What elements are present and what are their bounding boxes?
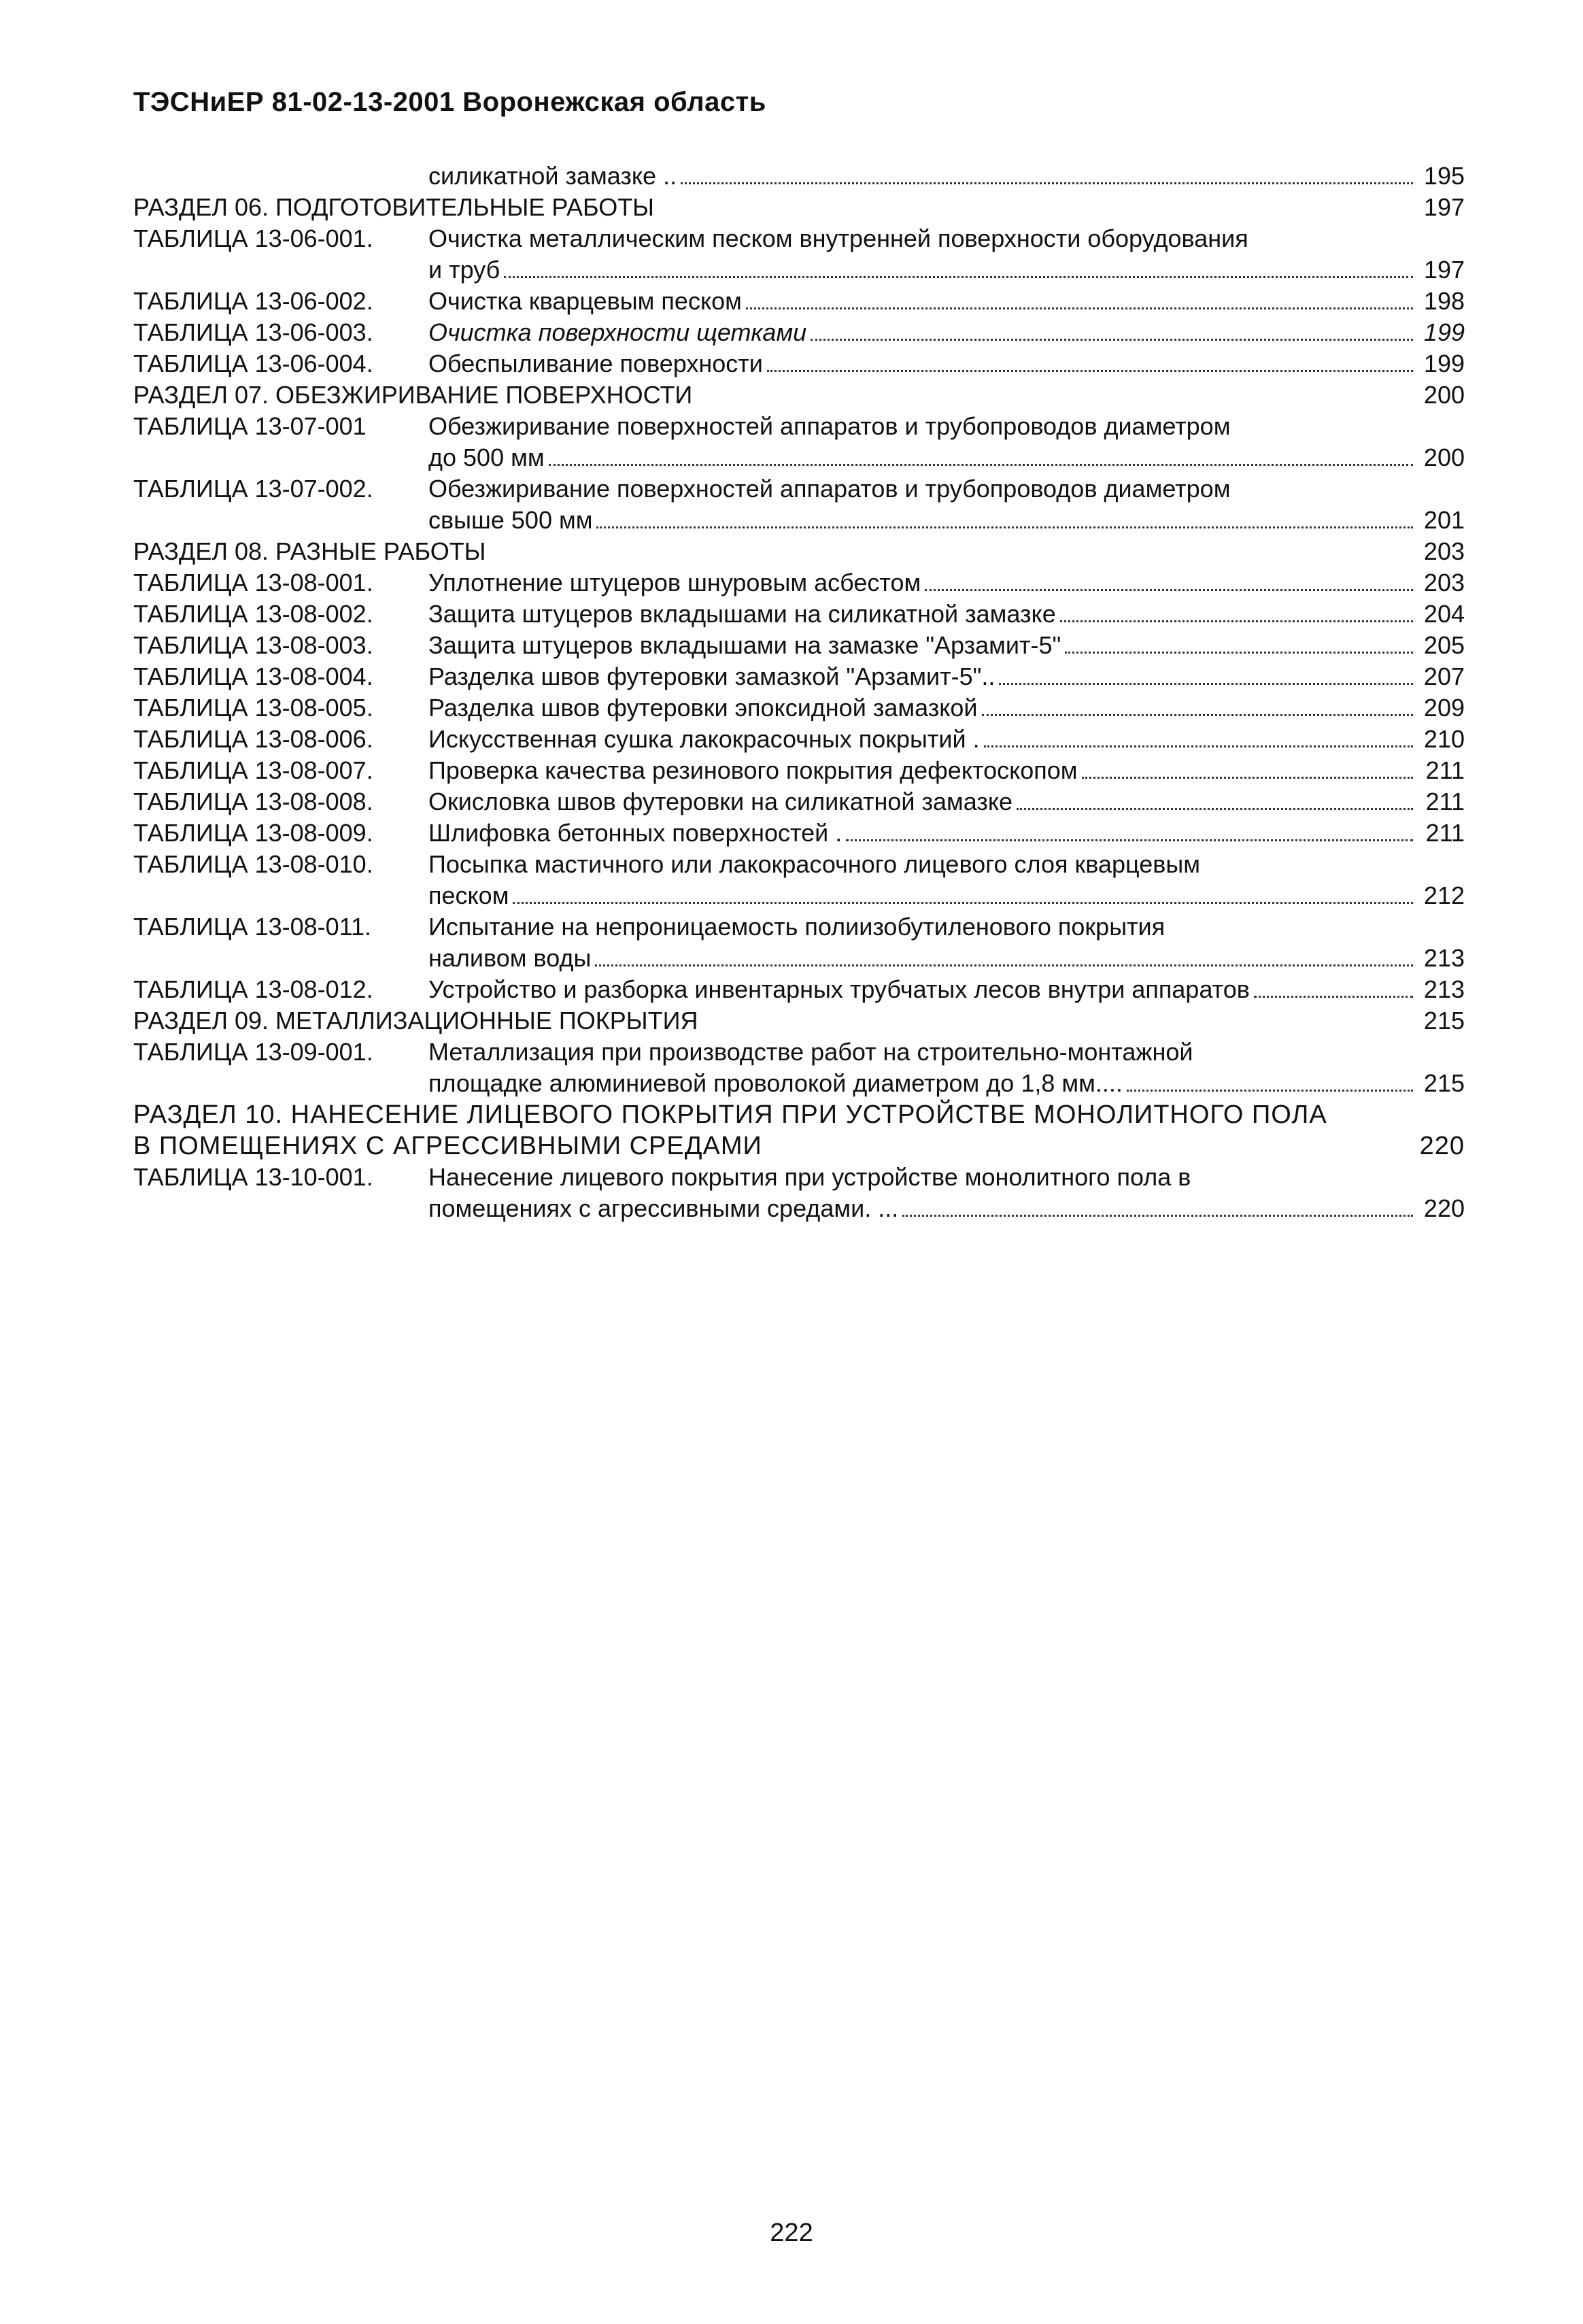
toc-page-number: 199 bbox=[1423, 318, 1465, 346]
toc-table-13-07-002-cont bbox=[133, 505, 1465, 536]
table-reference: ТАБЛИЦА 13-08-001. bbox=[133, 569, 373, 596]
toc-page-number: 220 bbox=[1423, 1194, 1465, 1222]
table-reference: ТАБЛИЦА 13-08-003. bbox=[133, 631, 373, 659]
toc-entry-text: Разделка швов футеровки замазкой "Арзамит-5".. bbox=[428, 662, 995, 690]
page-number: 222 bbox=[770, 2219, 813, 2247]
dot-leader bbox=[999, 683, 1413, 685]
toc-page-number: 211 bbox=[1425, 819, 1465, 847]
table-reference: ТАБЛИЦА 13-08-007. bbox=[133, 756, 373, 784]
dot-leader bbox=[746, 307, 1413, 309]
toc-entry-text: Металлизация при производстве работ на строительно-монтажной bbox=[428, 1038, 1193, 1066]
toc-section-10-cont bbox=[133, 1130, 1465, 1162]
toc-page-number: 199 bbox=[1423, 350, 1465, 377]
toc-entry-text: наливом воды bbox=[428, 944, 592, 972]
toc-page-number: 201 bbox=[1423, 506, 1465, 534]
toc-entry-text: Обезжиривание поверхностей аппаратов и трубопроводов диаметром bbox=[428, 475, 1231, 503]
toc-entry-text: силикатной замазке .. bbox=[428, 162, 677, 190]
toc-table-13-08-010-cont bbox=[133, 880, 1465, 911]
toc-page-number: 215 bbox=[1423, 1069, 1465, 1097]
toc-continuation-line bbox=[133, 161, 1465, 192]
toc-page-number: 204 bbox=[1423, 600, 1465, 628]
toc-page-number: 220 bbox=[1419, 1132, 1465, 1160]
table-reference: ТАБЛИЦА 13-08-009. bbox=[133, 819, 373, 847]
toc-page-number: 195 bbox=[1423, 162, 1465, 190]
toc-table-13-06-001-cont bbox=[133, 254, 1465, 286]
toc-entry-text: Обеспыливание поверхности bbox=[428, 350, 763, 377]
toc-table-13-08-012 bbox=[133, 974, 1465, 1005]
dot-leader bbox=[1065, 652, 1413, 654]
table-reference: ТАБЛИЦА 13-08-006. bbox=[133, 725, 373, 753]
table-reference: ТАБЛИЦА 13-08-012. bbox=[133, 975, 373, 1003]
toc-entry-text: Уплотнение штуцеров шнуровым асбестом bbox=[428, 569, 921, 596]
table-reference: ТАБЛИЦА 13-06-003. bbox=[133, 318, 373, 346]
section-title: РАЗДЕЛ 09. МЕТАЛЛИЗАЦИОННЫЕ ПОКРЫТИЯ bbox=[133, 1007, 698, 1034]
toc-page-number: 200 bbox=[1423, 381, 1465, 409]
toc-entry-text: Защита штуцеров вкладышами на силикатной замазке bbox=[428, 600, 1056, 628]
dot-leader bbox=[513, 902, 1413, 904]
toc-page-number: 213 bbox=[1423, 975, 1465, 1003]
table-reference: ТАБЛИЦА 13-08-011. bbox=[133, 913, 372, 941]
toc-page-number: 197 bbox=[1423, 193, 1465, 221]
toc-table-13-08-007 bbox=[133, 755, 1465, 786]
toc-entry-text: площадке алюминиевой проволокой диаметром до 1,8 мм.... bbox=[428, 1069, 1123, 1097]
toc-table-13-08-011-cont bbox=[133, 943, 1465, 974]
toc-page-number: 203 bbox=[1423, 537, 1465, 565]
section-title: РАЗДЕЛ 08. РАЗНЫЕ РАБОТЫ bbox=[133, 537, 486, 565]
toc-section-06 bbox=[133, 192, 1465, 223]
toc-page-number: 215 bbox=[1423, 1007, 1465, 1034]
dot-leader bbox=[1060, 620, 1413, 622]
toc-table-13-09-001 bbox=[133, 1037, 1465, 1068]
toc-entry-text: помещениях с агрессивными средами. ... bbox=[428, 1194, 899, 1222]
dot-leader bbox=[1082, 777, 1413, 779]
toc-entry-text: Разделка швов футеровки эпоксидной замазкой bbox=[428, 694, 978, 722]
toc-table-13-10-001-cont bbox=[133, 1193, 1465, 1224]
toc-section-08 bbox=[133, 536, 1465, 567]
dot-leader bbox=[846, 839, 1413, 841]
toc-table-13-07-002 bbox=[133, 473, 1465, 505]
toc-entry-text: Защита штуцеров вкладышами на замазке "Арзамит-5" bbox=[428, 631, 1061, 659]
toc-table-13-07-001-cont bbox=[133, 442, 1465, 473]
dot-leader bbox=[982, 714, 1413, 716]
toc-entry-text: Устройство и разборка инвентарных трубчатых лесов внутри аппаратов bbox=[428, 975, 1250, 1003]
toc-page-number: 205 bbox=[1423, 631, 1465, 659]
toc-section-07 bbox=[133, 380, 1465, 411]
section-title: РАЗДЕЛ 07. ОБЕЗЖИРИВАНИЕ ПОВЕРХНОСТИ bbox=[133, 381, 693, 409]
toc-entry-text: Окисловка швов футеровки на силикатной замазке bbox=[428, 788, 1013, 815]
toc-table-13-08-010 bbox=[133, 849, 1465, 880]
toc-entry-text: свыше 500 мм bbox=[428, 506, 593, 534]
toc-table-13-08-005 bbox=[133, 692, 1465, 724]
table-reference: ТАБЛИЦА 13-08-004. bbox=[133, 662, 373, 690]
table-reference: ТАБЛИЦА 13-07-002. bbox=[133, 475, 373, 503]
toc-page-number: 210 bbox=[1423, 725, 1465, 753]
dot-leader bbox=[596, 526, 1413, 528]
table-reference: ТАБЛИЦА 13-08-002. bbox=[133, 600, 373, 628]
toc-table-13-08-003 bbox=[133, 630, 1465, 661]
toc-table-13-06-004 bbox=[133, 348, 1465, 380]
table-reference: ТАБЛИЦА 13-09-001. bbox=[133, 1038, 373, 1066]
table-reference: ТАБЛИЦА 13-08-005. bbox=[133, 694, 373, 722]
toc-entry-text: Искусственная сушка лакокрасочных покрытий . bbox=[428, 725, 980, 753]
toc-section-10 bbox=[133, 1099, 1465, 1130]
toc-entry-text: песком bbox=[428, 881, 509, 909]
dot-leader bbox=[984, 745, 1413, 747]
toc-table-13-09-001-cont bbox=[133, 1068, 1465, 1099]
table-reference: ТАБЛИЦА 13-06-002. bbox=[133, 287, 373, 315]
toc-table-13-06-001 bbox=[133, 223, 1465, 254]
toc-table-13-08-008 bbox=[133, 786, 1465, 818]
toc-entry-text: Посыпка мастичного или лакокрасочного лицевого слоя кварцевым bbox=[428, 850, 1200, 878]
dot-leader bbox=[1254, 996, 1413, 998]
table-reference: ТАБЛИЦА 13-08-010. bbox=[133, 850, 373, 878]
toc-entry-text: до 500 мм bbox=[428, 443, 545, 471]
dot-leader bbox=[811, 339, 1413, 341]
toc-entry-text: Шлифовка бетонных поверхностей . bbox=[428, 819, 842, 847]
toc-page-number: 209 bbox=[1423, 694, 1465, 722]
table-of-contents bbox=[133, 161, 1465, 1224]
toc-entry-text: Испытание на непроницаемость полиизобутиленового покрытия bbox=[428, 913, 1165, 941]
dot-leader bbox=[902, 1215, 1413, 1217]
table-reference: ТАБЛИЦА 13-06-004. bbox=[133, 350, 373, 377]
toc-table-13-06-003 bbox=[133, 317, 1465, 348]
toc-table-13-10-001 bbox=[133, 1162, 1465, 1193]
toc-table-13-08-001 bbox=[133, 567, 1465, 599]
toc-page-number: 213 bbox=[1423, 944, 1465, 972]
toc-page-number: 198 bbox=[1423, 287, 1465, 315]
toc-table-13-06-002 bbox=[133, 286, 1465, 317]
toc-entry-text: Проверка качества резинового покрытия дефектоскопом bbox=[428, 756, 1078, 784]
toc-page-number: 197 bbox=[1423, 256, 1465, 284]
dot-leader bbox=[1127, 1090, 1413, 1092]
toc-entry-text: Обезжиривание поверхностей аппаратов и трубопроводов диаметром bbox=[428, 412, 1231, 440]
section-title: В ПОМЕЩЕНИЯХ С АГРЕССИВНЫМИ СРЕДАМИ bbox=[133, 1132, 762, 1160]
table-reference: ТАБЛИЦА 13-06-001. bbox=[133, 224, 373, 252]
dot-leader bbox=[504, 276, 1413, 278]
toc-page-number: 200 bbox=[1423, 443, 1465, 471]
table-reference: ТАБЛИЦА 13-07-001 bbox=[133, 412, 367, 440]
toc-page-number: 211 bbox=[1425, 788, 1465, 815]
toc-entry-text: Очистка кварцевым песком bbox=[428, 287, 742, 315]
dot-leader bbox=[767, 370, 1413, 372]
toc-entry-text: Очистка металлическим песком внутренней поверхности оборудования bbox=[428, 224, 1248, 252]
toc-page-number: 207 bbox=[1423, 662, 1465, 690]
toc-section-09 bbox=[133, 1005, 1465, 1037]
dot-leader bbox=[549, 464, 1413, 466]
section-title: РАЗДЕЛ 10. НАНЕСЕНИЕ ЛИЦЕВОГО ПОКРЫТИЯ ПРИ УСТРОЙСТВЕ МОНОЛИТНОГО ПОЛА bbox=[133, 1100, 1327, 1129]
table-reference: ТАБЛИЦА 13-10-001. bbox=[133, 1163, 373, 1191]
toc-table-13-07-001 bbox=[133, 411, 1465, 442]
toc-table-13-08-004 bbox=[133, 661, 1465, 692]
document-header: ТЭСНиЕР 81-02-13-2001 Воронежская область bbox=[133, 87, 766, 117]
toc-page-number: 211 bbox=[1425, 756, 1465, 784]
dot-leader bbox=[1017, 808, 1413, 810]
dot-leader bbox=[925, 589, 1413, 591]
toc-entry-text: Нанесение лицевого покрытия при устройстве монолитного пола в bbox=[428, 1163, 1191, 1191]
toc-page-number: 203 bbox=[1423, 569, 1465, 596]
toc-entry-text: Очистка поверхности щетками bbox=[428, 318, 807, 346]
dot-leader bbox=[681, 182, 1413, 184]
toc-entry-text: и труб bbox=[428, 256, 500, 284]
toc-table-13-08-011 bbox=[133, 911, 1465, 943]
table-reference: ТАБЛИЦА 13-08-008. bbox=[133, 788, 373, 815]
section-title: РАЗДЕЛ 06. ПОДГОТОВИТЕЛЬНЫЕ РАБОТЫ bbox=[133, 193, 655, 221]
toc-table-13-08-002 bbox=[133, 599, 1465, 630]
dot-leader bbox=[595, 964, 1413, 966]
toc-table-13-08-009 bbox=[133, 818, 1465, 849]
toc-page-number: 212 bbox=[1423, 881, 1465, 909]
toc-table-13-08-006 bbox=[133, 724, 1465, 755]
